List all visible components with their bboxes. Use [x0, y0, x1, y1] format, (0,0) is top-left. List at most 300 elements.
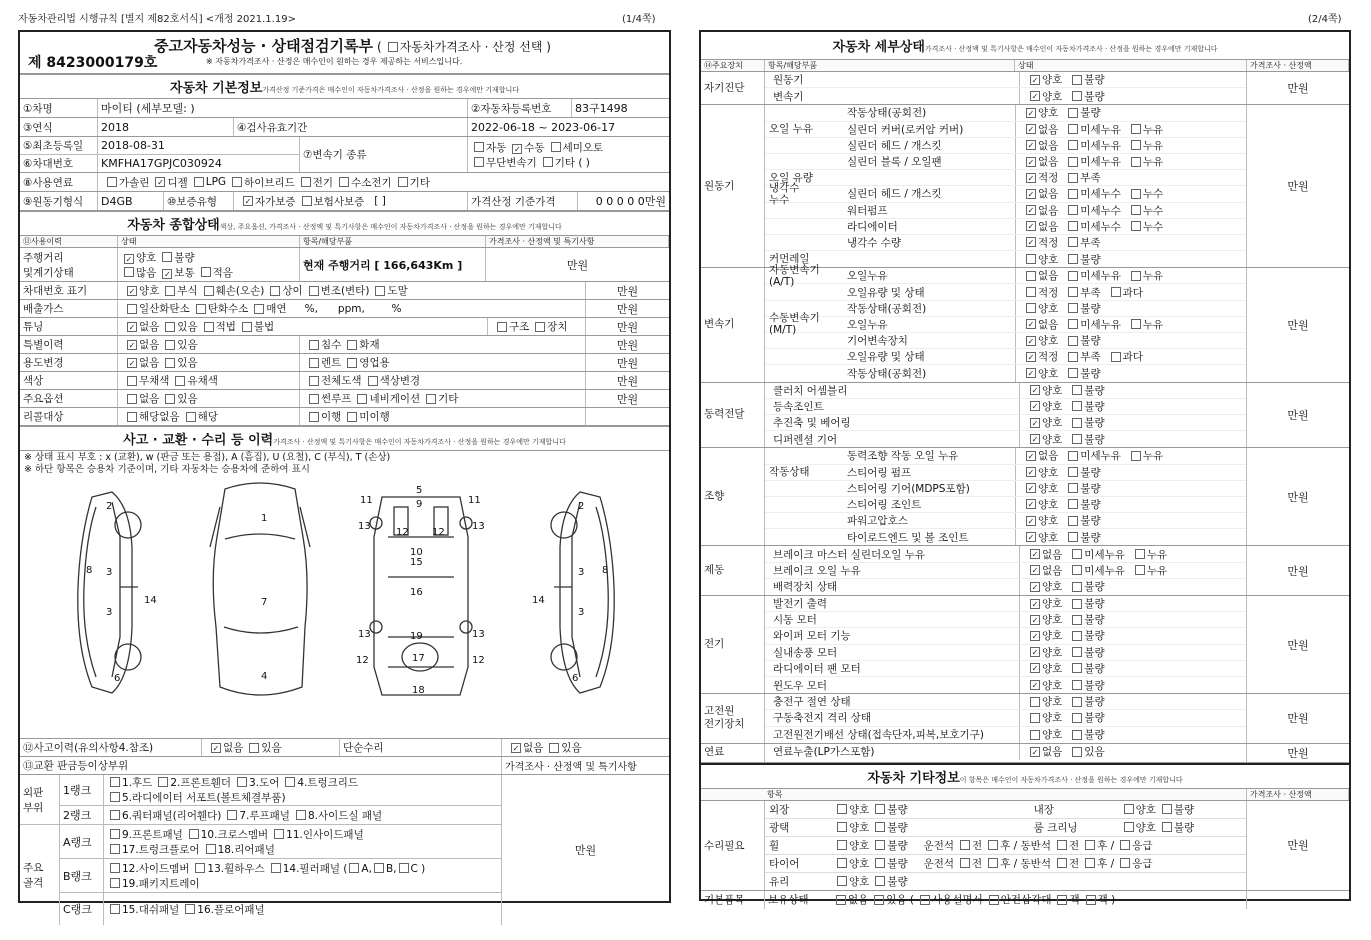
checkbox[interactable] — [204, 322, 214, 332]
checkbox[interactable] — [988, 858, 998, 868]
checkbox[interactable] — [837, 822, 847, 832]
checkbox[interactable] — [1162, 804, 1172, 814]
checkbox[interactable] — [374, 863, 384, 873]
checkbox[interactable] — [185, 904, 195, 914]
checkbox[interactable]: ✓ — [1031, 435, 1039, 445]
checkbox[interactable] — [165, 394, 175, 404]
checkbox[interactable] — [204, 286, 214, 296]
checkbox[interactable]: ✓ — [244, 197, 252, 206]
checkbox[interactable]: ✓ — [1031, 747, 1039, 757]
checkbox[interactable] — [1072, 730, 1082, 740]
checkbox[interactable] — [1072, 91, 1082, 101]
checkbox[interactable] — [1072, 680, 1082, 690]
checkbox[interactable] — [1026, 303, 1036, 313]
checkbox[interactable] — [837, 840, 847, 850]
detail-row — [765, 596, 1246, 612]
checkbox[interactable] — [165, 358, 175, 368]
etc-section-title: 자동차 기타정보이 항목은 매수인이 자동차가격조사 · 산정을 원하는 경우에만 기재합니다 — [701, 763, 1349, 789]
checkbox[interactable] — [110, 863, 120, 873]
checkbox[interactable] — [158, 777, 168, 787]
status-option-label: 누유 — [1142, 123, 1164, 136]
detail-price-value: 만원 — [1287, 408, 1309, 422]
car-name-value: 마이티 (세부모델: ) — [98, 99, 468, 117]
summary-row-options: 주요옵션 없음 있음 썬루프 네비게이션 기타 만원 — [20, 390, 669, 408]
detail-item-label: 오일유량 및 상태 — [847, 351, 925, 364]
checkbox[interactable] — [1072, 582, 1082, 592]
status-option-label: 양호 — [1038, 515, 1059, 528]
status-option-label: 불량 — [1084, 90, 1105, 103]
checkbox[interactable] — [960, 858, 970, 868]
checkbox[interactable] — [426, 394, 436, 404]
checkbox[interactable] — [1072, 615, 1082, 625]
checkbox[interactable] — [1030, 713, 1040, 723]
checkbox[interactable] — [989, 895, 999, 905]
checkbox[interactable] — [237, 777, 247, 787]
checkbox[interactable] — [274, 829, 284, 839]
checkbox[interactable] — [1068, 303, 1078, 313]
checkbox[interactable] — [339, 177, 349, 187]
detail-row — [765, 105, 1246, 121]
checkbox[interactable] — [1068, 205, 1078, 215]
checkbox[interactable] — [1068, 467, 1078, 477]
exchange-table: 외판 부위 1랭크 1.후드 2.프론트휀더 3.도어 4.트렁크리드 5.라디에이터 서포트(볼트체결부품) 2랭크 6.쿼터패널(리어휀다) 7.루프패널 8.사이드실 패널 주요 골격 A랭크 9.프론트패널 10.크로스멤버 11.인사이드패널 17.트렁크플로어 18.리어패널 B랭크 12.사이드멤버 13.휠하우스 14.필러패널 ( A, B, C ) 19.패키지트레이 C랭크 15.대쉬패널 16.플로어패널 만원 — [20, 775, 669, 925]
detail-row — [765, 431, 1246, 447]
checkbox[interactable]: ✓ — [1027, 206, 1035, 216]
status-option-label: 양호 — [1038, 367, 1059, 380]
checkbox[interactable]: ✓ — [1027, 451, 1035, 461]
checkbox[interactable]: ✓ — [1031, 681, 1039, 691]
checkbox[interactable] — [1068, 254, 1078, 264]
checkbox[interactable] — [1068, 451, 1078, 461]
checkbox[interactable] — [1124, 804, 1134, 814]
checkbox[interactable] — [1131, 221, 1141, 231]
checkbox[interactable]: ✓ — [1027, 173, 1035, 183]
checkbox[interactable] — [1068, 237, 1078, 247]
checkbox[interactable] — [1124, 822, 1134, 832]
checkbox[interactable] — [127, 412, 137, 422]
checkbox[interactable] — [110, 810, 120, 820]
reg-number-value: 83구1498 — [575, 102, 628, 115]
checkbox[interactable]: ✓ — [1031, 418, 1039, 428]
checkbox[interactable] — [254, 304, 264, 314]
checkbox[interactable] — [271, 863, 281, 873]
checkbox[interactable]: ✓ — [512, 743, 520, 753]
summary-row-color: 색상 무채색 유채색 전체도색 색상변경 만원 — [20, 372, 669, 390]
checkbox[interactable] — [1072, 599, 1082, 609]
checkbox[interactable] — [1026, 254, 1036, 264]
simple-repair-label: 단순수리 — [340, 739, 502, 756]
checkbox[interactable] — [196, 304, 206, 314]
checkbox[interactable] — [1131, 189, 1141, 199]
checkbox[interactable] — [309, 412, 319, 422]
detail-status-options — [1019, 694, 1246, 709]
checkbox[interactable] — [347, 358, 357, 368]
detail-row — [765, 219, 1246, 235]
checkbox[interactable] — [836, 895, 846, 905]
detail-status-options — [1015, 268, 1246, 283]
checkbox[interactable] — [1068, 516, 1078, 526]
checkbox[interactable] — [1026, 271, 1036, 281]
checkbox[interactable] — [1131, 271, 1141, 281]
checkbox[interactable]: ✓ — [1027, 108, 1035, 118]
detail-item-label: 타이로드엔드 및 볼 조인트 — [847, 531, 969, 544]
checkbox[interactable] — [1072, 663, 1082, 673]
checkbox[interactable]: ✓ — [1031, 566, 1039, 576]
summary-row-odometer: 주행거리 및계기상태 ✓ 양호 불량 많음 ✓ 보통 적음 현재 주행거리 [ 166,643Km ] 만원 — [20, 248, 669, 282]
checkbox[interactable] — [1068, 108, 1078, 118]
checkbox[interactable]: ✓ — [1027, 533, 1035, 543]
checkbox[interactable] — [110, 844, 120, 854]
checkbox[interactable]: ✓ — [1027, 222, 1035, 232]
checkbox[interactable] — [232, 177, 242, 187]
detail-body — [701, 72, 1349, 763]
checkbox[interactable]: ✓ — [1027, 336, 1035, 346]
detail-row — [765, 415, 1246, 431]
status-option-label: 미세누유 — [1080, 139, 1121, 152]
status-option-label: 양호 — [1042, 581, 1063, 594]
checkbox[interactable] — [1086, 895, 1096, 905]
checkbox[interactable] — [1068, 124, 1078, 134]
checkbox[interactable]: ✓ — [128, 322, 136, 332]
checkbox[interactable] — [1030, 730, 1040, 740]
checkbox[interactable] — [1068, 173, 1078, 183]
checkbox[interactable] — [920, 895, 930, 905]
checkbox[interactable] — [309, 394, 319, 404]
checkbox[interactable]: ✓ — [1031, 664, 1039, 674]
checkbox[interactable] — [1072, 434, 1082, 444]
status-option-label: 양호 — [1042, 712, 1063, 725]
checkbox[interactable] — [162, 252, 172, 262]
checkbox[interactable] — [1131, 140, 1141, 150]
detail-status-options — [1015, 333, 1246, 348]
checkbox[interactable] — [347, 412, 357, 422]
part-number-label: 13 — [358, 629, 371, 640]
checkbox[interactable]: ✓ — [1027, 352, 1035, 362]
checkbox[interactable] — [347, 340, 357, 350]
checkbox[interactable]: ✓ — [1031, 582, 1039, 592]
checkbox[interactable] — [1131, 319, 1141, 329]
checkbox[interactable] — [1068, 352, 1078, 362]
checkbox[interactable] — [110, 904, 120, 914]
checkbox[interactable] — [1072, 631, 1082, 641]
checkbox[interactable] — [474, 142, 484, 152]
checkbox[interactable] — [1072, 75, 1082, 85]
part-number-label: 2 — [578, 501, 585, 512]
checkbox[interactable] — [110, 792, 120, 802]
checkbox[interactable] — [110, 777, 120, 787]
checkbox[interactable] — [349, 863, 359, 873]
status-option-label: 양호 — [1038, 335, 1059, 348]
checkbox[interactable] — [1068, 319, 1078, 329]
etc-basic-items-row: 기본품목 보유상태 없음 있음 ( 사용설명서 안전삼각대 잭 잭 ) — [701, 891, 1349, 909]
detail-group — [701, 694, 1349, 744]
checkbox[interactable] — [242, 322, 252, 332]
checkbox[interactable] — [1057, 858, 1067, 868]
detail-section-title: 자동차 세부상태가격조사 · 산정액 및 특기사항은 매수인이 자동차가격조사 · 산정을 원하는 경우에만 기재합니다 — [701, 32, 1349, 60]
checkbox[interactable] — [1068, 499, 1078, 509]
checkbox[interactable] — [194, 177, 204, 187]
checkbox[interactable] — [357, 394, 367, 404]
checkbox[interactable] — [1131, 451, 1141, 461]
checkbox[interactable] — [1085, 840, 1095, 850]
checkbox[interactable] — [309, 286, 319, 296]
detail-row — [765, 727, 1246, 743]
checkbox[interactable] — [1111, 352, 1121, 362]
checkbox[interactable] — [165, 322, 175, 332]
detail-row — [765, 399, 1246, 415]
checkbox[interactable] — [1068, 140, 1078, 150]
checkbox[interactable] — [1072, 697, 1082, 707]
detail-item-label: 브레이크 마스터 실린더오일 누유 — [773, 548, 926, 561]
checkbox[interactable] — [1068, 483, 1078, 493]
std-price-label: 가격산정 기준가격 — [468, 192, 578, 210]
checkbox[interactable]: ✓ — [1027, 500, 1035, 510]
checkbox[interactable] — [1072, 565, 1082, 575]
checkbox[interactable] — [1068, 189, 1078, 199]
checkbox[interactable] — [875, 858, 885, 868]
checkbox[interactable] — [874, 895, 884, 905]
checkbox[interactable] — [1162, 822, 1172, 832]
checkbox[interactable] — [127, 304, 137, 314]
form-header-left: 자동차관리법 시행규칙 [별지 제82호서식] <개정 2021.1.19> — [18, 14, 296, 25]
checkbox[interactable] — [309, 376, 319, 386]
checkbox[interactable] — [296, 810, 306, 820]
detail-status-options — [1015, 154, 1246, 169]
checkbox[interactable] — [837, 858, 847, 868]
checkbox[interactable]: ✓ — [1031, 550, 1039, 560]
detail-subgroup-label: 작동상태 — [769, 466, 810, 479]
checkbox[interactable]: ✓ — [1031, 631, 1039, 641]
checkbox[interactable]: ✓ — [128, 286, 136, 296]
checkbox[interactable] — [302, 196, 312, 206]
detail-subgroup-label: 커먼레일 — [769, 253, 810, 266]
car-body-diagram — [20, 477, 669, 739]
part-number-label: 3 — [106, 607, 113, 618]
detail-row — [765, 481, 1246, 497]
detail-price-value: 만원 — [1287, 638, 1309, 652]
checkbox[interactable]: ✓ — [1031, 615, 1039, 625]
checkbox[interactable] — [1068, 221, 1078, 231]
checkbox[interactable] — [837, 804, 847, 814]
checkbox[interactable] — [551, 142, 561, 152]
checkbox[interactable] — [201, 267, 211, 277]
checkbox[interactable] — [1085, 858, 1095, 868]
checkbox[interactable] — [543, 157, 553, 167]
checkbox[interactable]: ✓ — [128, 358, 136, 368]
detail-status-options — [1019, 645, 1246, 660]
detail-group-label: 연료 — [701, 744, 765, 762]
checkbox[interactable] — [375, 286, 385, 296]
checkbox[interactable] — [165, 286, 175, 296]
checkbox[interactable]: ✓ — [513, 144, 521, 154]
checkbox[interactable] — [270, 286, 280, 296]
detail-status-options — [1019, 88, 1246, 104]
basic-items-label: 기본품목 — [701, 891, 765, 909]
part-number-label: 15 — [410, 557, 423, 568]
checkbox[interactable] — [1131, 205, 1141, 215]
checkbox[interactable] — [1135, 565, 1145, 575]
part-number-label: 17 — [412, 653, 425, 664]
part-number-label: 14 — [532, 595, 545, 606]
status-option-label: 양호 — [1038, 302, 1059, 315]
detail-subgroup-label: 오일 유량 — [769, 171, 813, 184]
checkbox[interactable] — [1030, 697, 1040, 707]
detail-row — [765, 546, 1246, 562]
checkbox[interactable] — [227, 810, 237, 820]
checkbox[interactable] — [875, 822, 885, 832]
checkbox[interactable] — [875, 876, 885, 886]
status-option-label: 부족 — [1080, 351, 1101, 364]
checkbox[interactable]: ✓ — [1031, 75, 1039, 85]
checkbox[interactable] — [988, 840, 998, 850]
checkbox[interactable] — [1068, 336, 1078, 346]
checkbox[interactable] — [309, 358, 319, 368]
part-number-label: 18 — [412, 685, 425, 696]
checkbox[interactable]: ✓ — [157, 178, 164, 187]
checkbox[interactable] — [1068, 532, 1078, 542]
checkbox[interactable] — [535, 322, 545, 332]
checkbox[interactable] — [1120, 858, 1130, 868]
checkbox[interactable] — [186, 412, 196, 422]
status-option-label: 적정 — [1038, 236, 1059, 249]
exchange-price-value: 만원 — [574, 844, 597, 857]
checkbox[interactable] — [110, 829, 120, 839]
status-option-label: 없음 — [1042, 746, 1063, 759]
checkbox[interactable] — [1072, 401, 1082, 411]
status-option-label: 누유 — [1146, 564, 1168, 577]
checkbox[interactable] — [1068, 271, 1078, 281]
checkbox[interactable] — [107, 177, 117, 187]
detail-group — [701, 263, 1349, 382]
checkbox[interactable]: ✓ — [1031, 648, 1039, 658]
checkbox[interactable]: ✓ — [1031, 402, 1039, 412]
checkbox[interactable]: ✓ — [125, 254, 133, 264]
checkbox[interactable] — [1072, 647, 1082, 657]
detail-price-value: 만원 — [1287, 712, 1309, 726]
checkbox[interactable] — [497, 322, 507, 332]
checkbox[interactable] — [960, 840, 970, 850]
checkbox[interactable] — [1131, 157, 1141, 167]
checkbox[interactable] — [368, 376, 378, 386]
detail-group-label: 원동기 — [701, 105, 765, 267]
checkbox[interactable] — [1068, 157, 1078, 167]
checkbox[interactable] — [309, 340, 319, 350]
checkbox[interactable] — [127, 376, 137, 386]
checkbox[interactable] — [1111, 287, 1121, 297]
detail-item-label: 윈도우 모터 — [773, 679, 828, 692]
checkbox[interactable] — [175, 376, 185, 386]
checkbox[interactable] — [124, 267, 134, 277]
status-option-label: 불량 — [1080, 515, 1101, 528]
checkbox[interactable] — [1131, 124, 1141, 134]
checkbox[interactable] — [1072, 747, 1082, 757]
status-option-label: 양호 — [1042, 74, 1063, 87]
status-option-label: 불량 — [1084, 598, 1105, 611]
checkbox[interactable]: ✓ — [163, 269, 171, 279]
checkbox[interactable] — [285, 777, 295, 787]
checkbox[interactable]: ✓ — [1027, 157, 1035, 167]
checkbox[interactable] — [1072, 713, 1082, 723]
checkbox[interactable] — [837, 876, 847, 886]
checkbox[interactable] — [206, 844, 216, 854]
fuel-label: ⑧사용연료 — [20, 173, 98, 191]
part-number-label: 11 — [360, 495, 373, 506]
status-option-label: 불량 — [1084, 581, 1105, 594]
status-option-label: 미세누수 — [1080, 220, 1121, 233]
checkbox[interactable] — [875, 840, 885, 850]
checkbox[interactable]: ✓ — [1027, 484, 1035, 494]
status-option-label: 양호 — [1038, 466, 1059, 479]
checkbox[interactable] — [110, 878, 120, 888]
detail-group — [701, 744, 1349, 763]
checkbox[interactable] — [1072, 549, 1082, 559]
checkbox[interactable] — [189, 829, 199, 839]
part-number-label: 14 — [144, 595, 157, 606]
checkbox[interactable]: ✓ — [1031, 599, 1039, 609]
checkbox[interactable] — [399, 863, 409, 873]
detail-row — [765, 448, 1246, 464]
first-reg-value: 2018-08-31 — [101, 139, 165, 152]
checkbox[interactable]: ✓ — [1027, 238, 1035, 248]
checkbox[interactable]: ✓ — [212, 743, 220, 753]
checkbox[interactable]: ✓ — [1027, 189, 1035, 199]
checkbox[interactable] — [165, 340, 175, 350]
checkbox[interactable] — [195, 863, 205, 873]
detail-status-options — [1019, 612, 1246, 627]
status-option-label: 양호 — [1042, 646, 1063, 659]
detail-status-options — [1019, 72, 1246, 87]
checkbox[interactable] — [249, 743, 259, 753]
checkbox[interactable] — [1135, 549, 1145, 559]
checkbox[interactable]: ✓ — [1027, 468, 1035, 478]
checkbox[interactable] — [1072, 385, 1082, 395]
price-check-option-box[interactable] — [388, 42, 398, 52]
checkbox[interactable]: ✓ — [128, 340, 136, 350]
summary-row-recall: 리콜대상 해당없음 해당 이행 미이행 — [20, 408, 669, 426]
checkbox[interactable] — [1120, 840, 1130, 850]
checkbox[interactable] — [1026, 287, 1036, 297]
detail-status-options — [1019, 596, 1246, 611]
checkbox[interactable] — [1057, 895, 1067, 905]
checkbox[interactable] — [398, 177, 408, 187]
detail-group — [701, 596, 1349, 694]
checkbox[interactable] — [875, 804, 885, 814]
checkbox[interactable] — [301, 177, 311, 187]
checkbox[interactable] — [127, 394, 137, 404]
checkbox[interactable]: ✓ — [1027, 516, 1035, 526]
checkbox[interactable]: ✓ — [1027, 369, 1035, 379]
status-option-label: 없음 — [1038, 450, 1059, 463]
detail-row — [765, 563, 1246, 579]
status-option-label: 불량 — [1084, 433, 1105, 446]
checkbox[interactable] — [1072, 418, 1082, 428]
checkbox[interactable]: ✓ — [1027, 125, 1035, 135]
checkbox[interactable] — [549, 743, 559, 753]
detail-row — [765, 154, 1246, 170]
status-option-label: 양호 — [1038, 253, 1059, 266]
checkbox[interactable]: ✓ — [1027, 141, 1035, 151]
checkbox[interactable] — [1057, 840, 1067, 850]
checkbox[interactable] — [1068, 368, 1078, 378]
checkbox[interactable]: ✓ — [1031, 92, 1039, 102]
checkbox[interactable]: ✓ — [1027, 320, 1035, 330]
part-number-label: 7 — [261, 597, 268, 608]
checkbox[interactable] — [474, 157, 484, 167]
checkbox[interactable]: ✓ — [1031, 386, 1039, 396]
checkbox[interactable] — [1068, 287, 1078, 297]
detail-group-label: 자기진단 — [701, 72, 765, 104]
form-page-2 — [699, 30, 1351, 907]
